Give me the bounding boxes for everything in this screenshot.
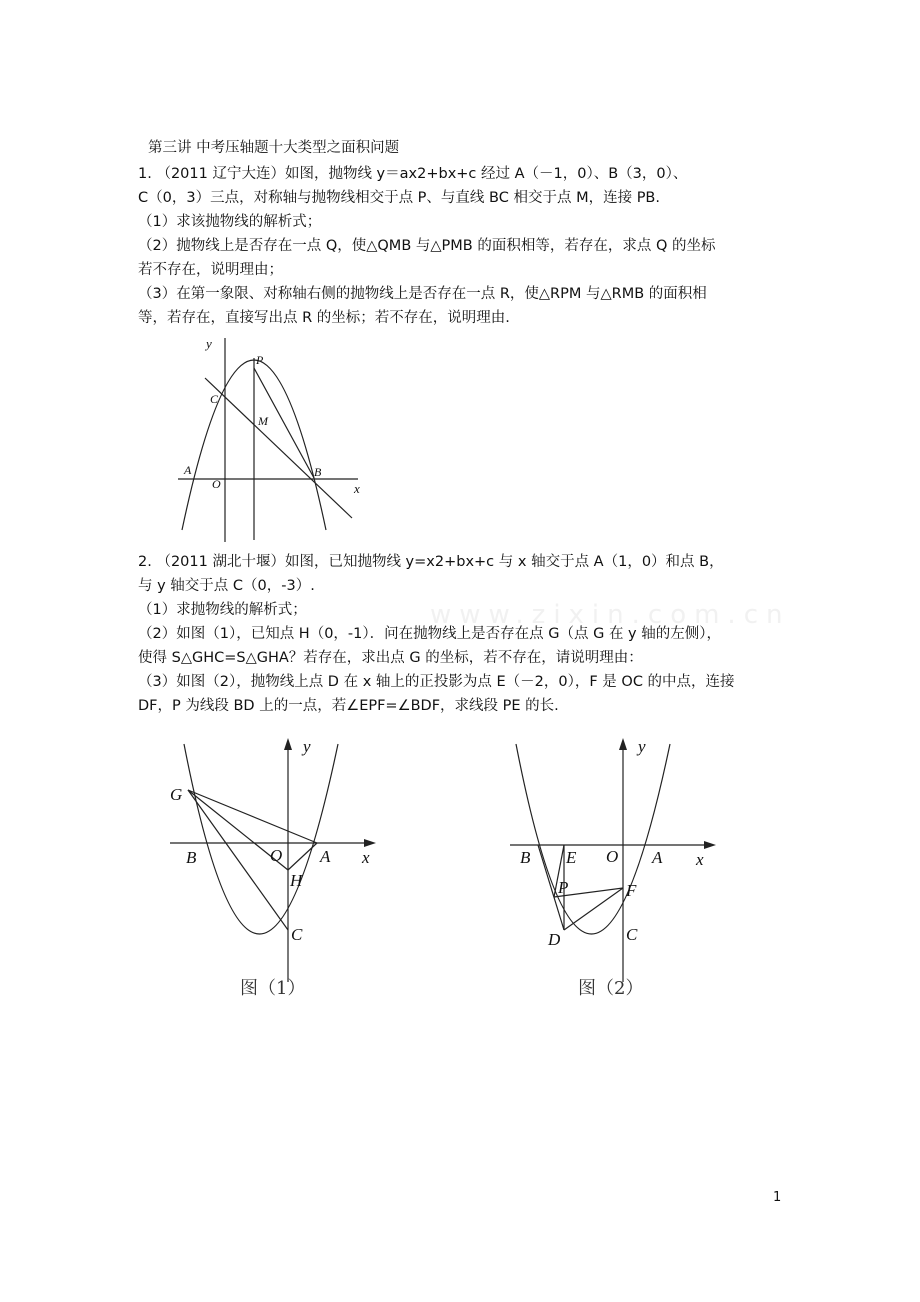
p1-line-2: C（0，3）三点，对称轴与抛物线相交于点 P、与直线 BC 相交于点 M，连接 PB. — [138, 190, 660, 206]
label-y: y — [206, 336, 212, 351]
label-m: M — [258, 414, 268, 428]
watermark: www.zixin.com.cn — [430, 600, 791, 630]
line-bc — [205, 378, 352, 518]
label-d: D — [548, 930, 561, 949]
figure2-caption: 图（2） — [578, 978, 644, 999]
p2-line-6: （3）如图（2），抛物线上点 D 在 x 轴上的正投影为点 E（－2，0），F 是 OC 的中点，连接 — [138, 674, 735, 690]
label-x: x — [354, 481, 360, 496]
label-o: O — [606, 847, 619, 866]
y-axis-arrow — [619, 738, 627, 750]
label-o: O — [212, 477, 221, 491]
figure-problem2-2 — [500, 730, 730, 990]
label-e: E — [566, 848, 577, 867]
p1-line-6: （3）在第一象限、对称轴右侧的抛物线上是否存在一点 R，使△RPM 与△RMB 的面积相 — [138, 286, 707, 302]
p2-line-5: 使得 S△GHC=S△GHA？若存在，求出点 G 的坐标，若不存在，请说明理由： — [138, 650, 643, 666]
x-axis-arrow — [364, 839, 376, 847]
figure1-caption: 图（1） — [240, 978, 306, 999]
p1-line-4: （2）抛物线上是否存在一点 Q，使△QMB 与△PMB 的面积相等，若存在，求点 Q 的坐标 — [138, 238, 716, 254]
label-b: B — [520, 848, 531, 867]
parabola — [516, 744, 670, 934]
p2-line-1: 2. （2011 湖北十堰）如图，已知抛物线 y=x2+bx+c 与 x 轴交于点 A（1，0）和点 B， — [138, 554, 724, 570]
p2-line-2: 与 y 轴交于点 C（0，-3）. — [138, 578, 315, 594]
page-title: 第三讲 中考压轴题十大类型之面积问题 — [148, 140, 400, 156]
page-number: 1 — [773, 1190, 782, 1205]
label-x: x — [696, 850, 704, 869]
p2-line-7: DF，P 为线段 BD 上的一点，若∠EPF=∠BDF，求线段 PE 的长. — [138, 698, 559, 714]
label-p: P — [256, 353, 264, 367]
p1-line-1: 1. （2011 辽宁大连）如图，抛物线 y＝ax2+bx+c 经过 A（－1，0）、B（3，0）、 — [138, 166, 688, 182]
label-a: A — [320, 847, 331, 866]
p1-line-5: 若不存在，说明理由； — [138, 262, 283, 278]
label-p: P — [558, 878, 569, 897]
parabola — [184, 744, 338, 934]
label-b: B — [314, 465, 322, 479]
p2-line-3: （1）求抛物线的解析式； — [138, 602, 307, 618]
label-y: y — [303, 737, 311, 756]
label-c: C — [291, 925, 303, 944]
p2-line-4: （2）如图（1），已知点 H（0，-1）．问在抛物线上是否存在点 G（点 G 在 y 轴的左侧）， — [138, 626, 721, 642]
label-x: x — [362, 848, 370, 867]
figure-problem2-1 — [160, 730, 390, 990]
x-axis-arrow — [704, 841, 716, 849]
label-a: A — [652, 848, 663, 867]
label-o: O — [270, 846, 283, 865]
label-a: A — [184, 463, 192, 477]
figure-problem1 — [160, 330, 380, 545]
label-h: H — [290, 871, 303, 890]
label-c: C — [626, 925, 638, 944]
label-b: B — [186, 848, 197, 867]
label-y: y — [638, 737, 646, 756]
label-g: G — [170, 785, 183, 804]
label-c: C — [210, 392, 219, 406]
label-f: F — [626, 881, 637, 900]
p1-line-7: 等，若存在，直接写出点 R 的坐标；若不存在，说明理由. — [138, 310, 510, 326]
y-axis-arrow — [284, 738, 292, 750]
p1-line-3: （1）求该抛物线的解析式； — [138, 214, 322, 230]
segment-ha — [288, 843, 317, 870]
